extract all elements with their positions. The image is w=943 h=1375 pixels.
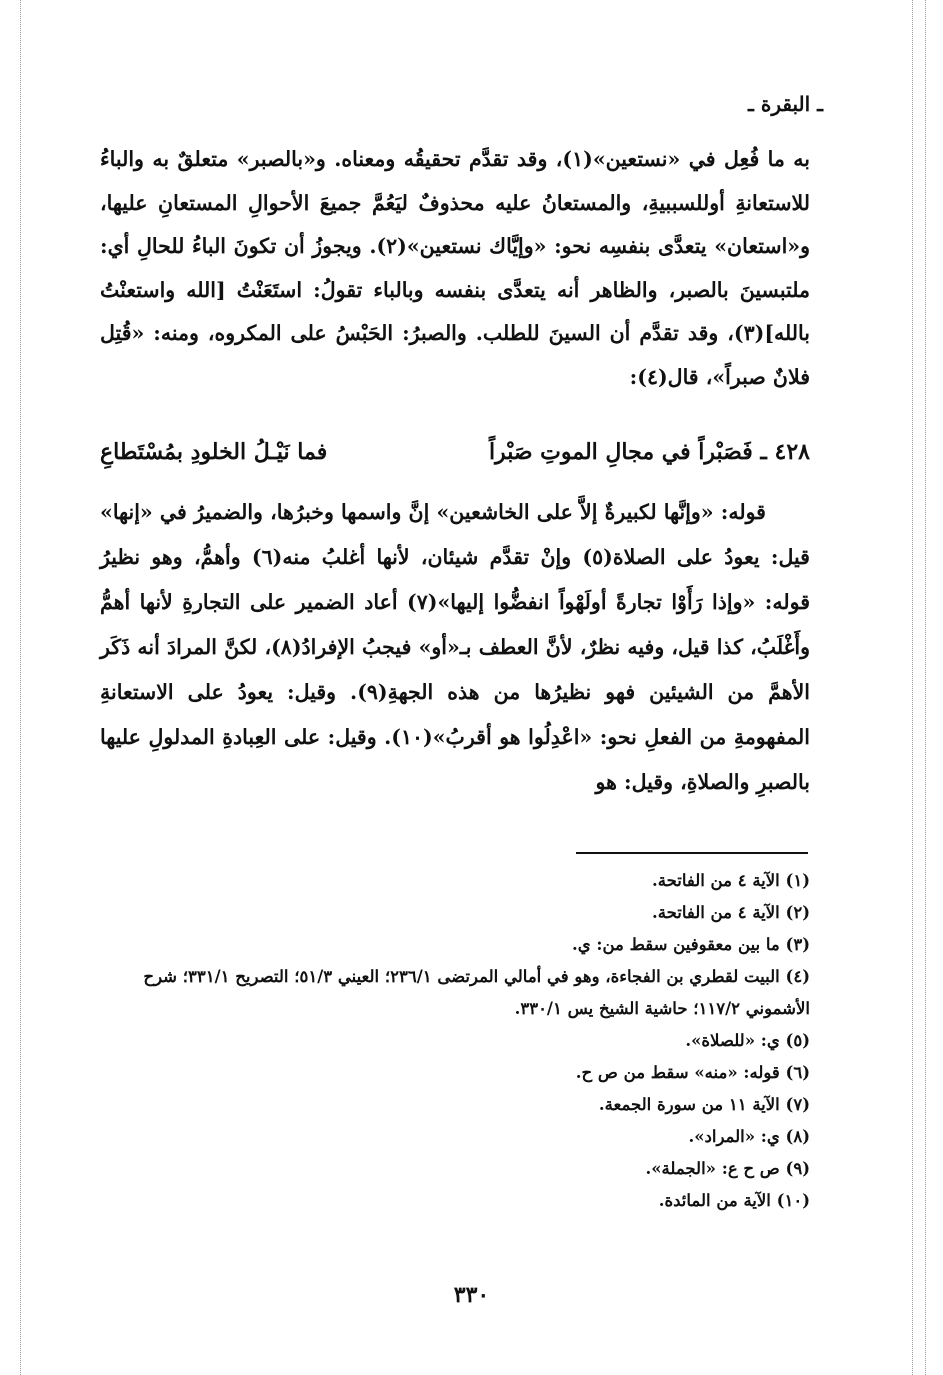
verse-second-hemistich: فما نَيْـلُ الخلودِ بمُسْتَطاعِ [100, 439, 328, 465]
footnote-separator [576, 852, 808, 854]
paragraph-text: قوله: «وإنَّها لكبيرةٌ إلاَّ على الخاشعين» إنَّ واسمها وخبرُها، والضميرُ في «إنها» قيل: يعودُ على الصلاة(٥) وإنْ تقدَّم شيئان، لأنها أغلبُ منه(٦) وأهمُّ، وهو نظيرُ قوله: «وإذا رَأَوْا تجارةً أولَهْواً انفضُّوا إليها»(٧) أعاد الضمير على التجارةِ لأنها أهمُّ وأَغْلَبُ، كذا قيل، وفيه نظرٌ، لأنَّ العطف بـ«أو» فيجبُ الإفرادُ(٨)، لكنَّ المرادَ أنه ذَكَر الأهمَّ من الشيئين فهو نظيرُها من هذه الجهةِ(٩). وقيل: يعودُ على الاستعانةِ المفهومةِ من الفعلِ نحو: «اعْدِلُوا هو أقربُ»(١٠). وقيل: على العِبادةِ المدلولِ عليها بالصبرِ والصلاةِ، وقيل: هو [100, 500, 811, 794]
paragraph-text: به ما فُعِل في «نستعين»(١)، وقد تقدَّم تحقيقُه ومعناه. و«بالصبر» متعلقٌ به والباءُ للاستعانةِ أوللسببيةِ، والمستعانُ عليه محذوفٌ ليَعُمَّ جميعَ الأحوالِ المستعانِ عليها، و«استعان» يتعدَّى بنفسِه نحو: «وإيَّاك نستعين»(٢). ويجوزُ أن تكونَ الباءُ للحالِ أي: ملتبسينَ بالصبر، والظاهر أنه يتعدَّى بنفسه وبالباء تقولُ: استَعَنْتُ [الله واستعنْتُ بالله](٣)، وقد تقدَّم أن السينَ للطلب. والصبرُ: الحَبْسُ على المكروه، ومنه: «قُتِل فلانٌ صبراً»، قال(٤): [100, 147, 810, 389]
margin-guide-line [912, 0, 913, 1375]
main-text-paragraph-2 [100, 490, 810, 805]
verse-first-hemistich [489, 432, 810, 472]
footnote-4: (٤) البيت لقطري بن الفجاءة، وهو في أمالي المرتضى ٢٣٦/١؛ العيني ٥١/٣؛ التصريح ٣٣١/١؛ شرح الأشموني ١١٧/٢؛ حاشية الشيخ يس ٣٣٠/١. [143, 967, 810, 1018]
footnote-6: (٦) قوله: «منه» سقط من ص ح. [575, 1063, 810, 1082]
footnotes-section [100, 865, 810, 1217]
margin-guide-line [20, 0, 21, 1375]
footnote-3: (٣) ما بين معقوفين سقط من: ي. [571, 935, 810, 954]
footnote-1: (١) الآية ٤ من الفاتحة. [651, 871, 810, 890]
main-text-paragraph-1 [100, 138, 810, 399]
running-header: ـ البقرة ـ [748, 92, 823, 116]
footnote-10: (١٠) الآية من المائدة. [658, 1191, 810, 1210]
verse-number: ٤٢٨ [774, 439, 810, 465]
page-number: ٣٣٠ [453, 1282, 490, 1308]
footnote-8: (٨) ي: «المراد». [688, 1127, 810, 1146]
verse-first-text: ـ فَصَبْراً في مجالِ الموتِ صَبْراً [488, 439, 767, 465]
margin-guide-line [925, 0, 926, 1375]
footnote-9: (٩) ص ح ع: «الجملة». [645, 1159, 810, 1178]
footnote-5: (٥) ي: «للصلاة». [685, 1031, 810, 1050]
footnote-2: (٢) الآية ٤ من الفاتحة. [651, 903, 810, 922]
poetry-verse [100, 432, 810, 472]
footnote-7: (٧) الآية ١١ من سورة الجمعة. [598, 1095, 810, 1114]
